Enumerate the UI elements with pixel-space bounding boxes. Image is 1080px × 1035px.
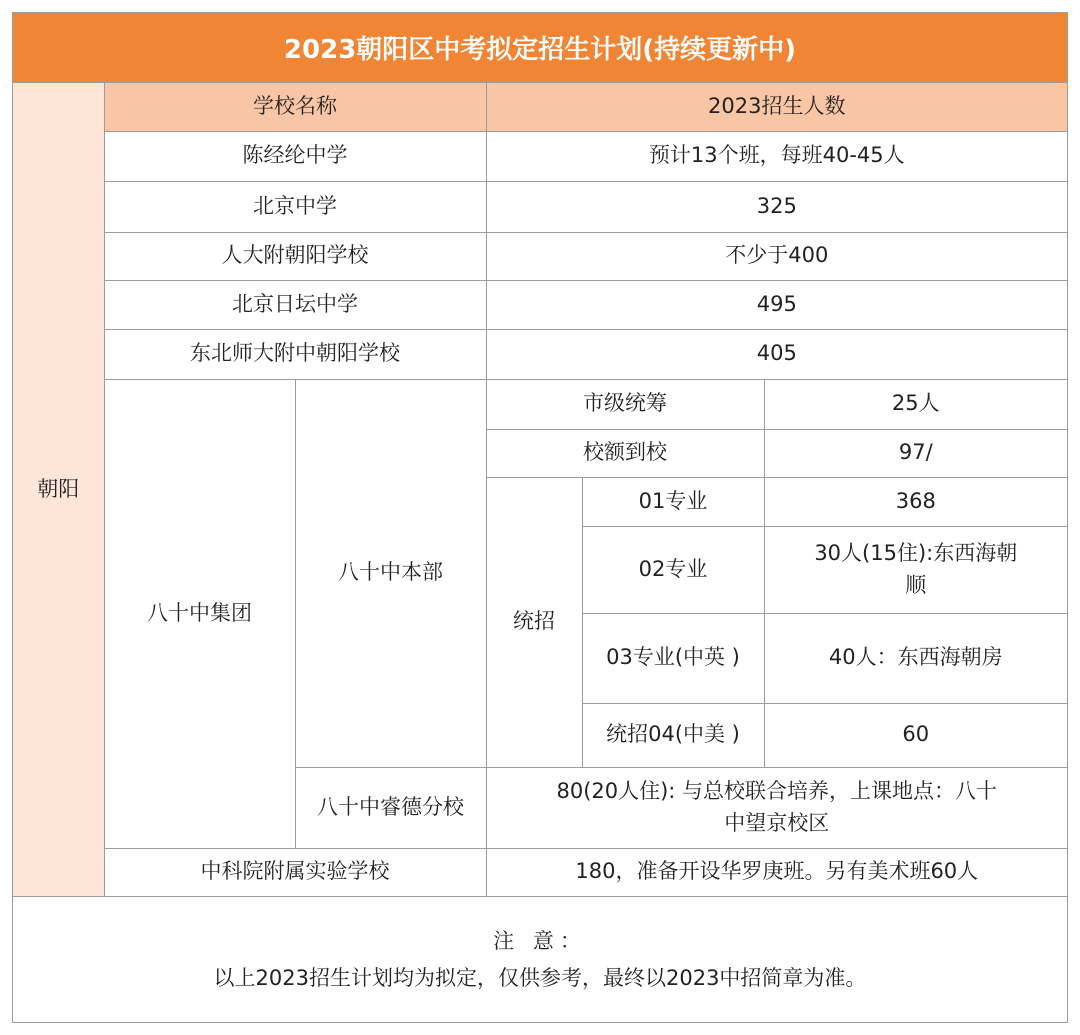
enroll-count: 325 <box>486 181 1067 232</box>
table-row <box>13 379 1067 429</box>
enroll-count: 不少于400 <box>486 232 1067 280</box>
table-row <box>13 280 1067 329</box>
unified-label: 统招 <box>486 477 582 767</box>
campus-main: 八十中本部 <box>295 379 486 767</box>
plan-frame <box>12 12 1068 1023</box>
table-header-row <box>13 83 1067 131</box>
campus-branch: 八十中睿德分校 <box>295 767 486 848</box>
enroll-count: 405 <box>486 329 1067 379</box>
quota-value: 97/ <box>764 429 1067 477</box>
major-label: 统招04(中美 ) <box>582 703 764 767</box>
header-count: 2023招生人数 <box>486 83 1067 131</box>
major-label: 03专业(中英 ) <box>582 613 764 703</box>
major-label: 01专业 <box>582 477 764 526</box>
table-row <box>13 232 1067 280</box>
enroll-count: 180，准备开设华罗庚班。另有美术班60人 <box>486 848 1067 896</box>
enroll-count: 预计13个班，每班40-45人 <box>486 131 1067 181</box>
school-name: 东北师大附中朝阳学校 <box>104 329 486 379</box>
table-row <box>13 329 1067 379</box>
major-value: 40人：东西海朝房 <box>764 613 1067 703</box>
table-row <box>13 131 1067 181</box>
notes-title: 注 意： <box>493 929 587 954</box>
city-label: 市级统筹 <box>486 379 764 429</box>
school-name: 北京中学 <box>104 181 486 232</box>
branch-count: 80(20人住): 与总校联合培养，上课地点：八十中望京校区 <box>486 767 1067 848</box>
notes-section <box>13 898 1067 1022</box>
school-name: 人大附朝阳学校 <box>104 232 486 280</box>
page-title: 2023朝阳区中考拟定招生计划(持续更新中) <box>13 13 1067 83</box>
major-value: 368 <box>764 477 1067 526</box>
table-row <box>13 181 1067 232</box>
major-label: 02专业 <box>582 526 764 613</box>
header-school: 学校名称 <box>104 83 486 131</box>
district-cell: 朝阳 <box>13 83 104 896</box>
major-value: 60 <box>764 703 1067 767</box>
table-row <box>13 848 1067 896</box>
major-value: 30人(15住):东西海朝顺 <box>764 526 1067 613</box>
school-name: 陈经纶中学 <box>104 131 486 181</box>
enrollment-table <box>13 83 1067 897</box>
enroll-count: 495 <box>486 280 1067 329</box>
notes-text: 以上2023招生计划均为拟定，仅供参考，最终以2023中招简章为准。 <box>213 966 867 990</box>
school-name: 北京日坛中学 <box>104 280 486 329</box>
group-name: 八十中集团 <box>104 379 295 848</box>
quota-label: 校额到校 <box>486 429 764 477</box>
school-name: 中科院附属实验学校 <box>104 848 486 896</box>
city-value: 25人 <box>764 379 1067 429</box>
